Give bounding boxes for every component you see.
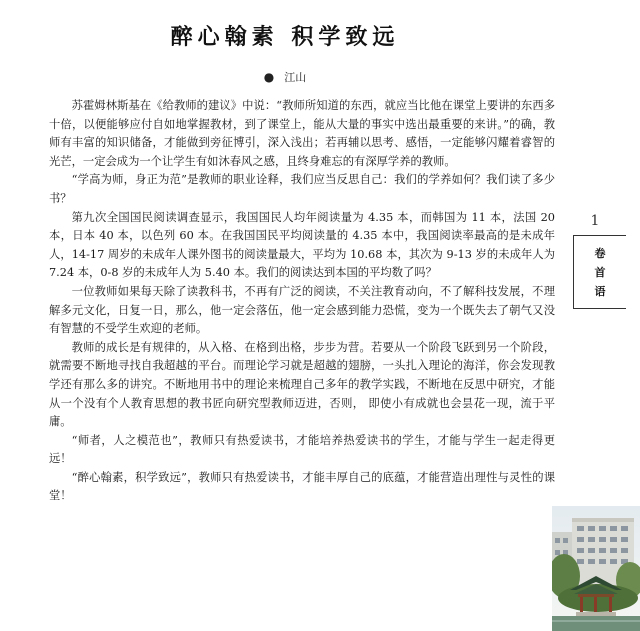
author-bullet-icon: ● bbox=[263, 70, 275, 84]
page-number: 1 bbox=[590, 213, 600, 229]
section-label-char: 语 bbox=[594, 285, 606, 298]
author-line bbox=[0, 69, 570, 85]
paragraph: “学高为师，身正为范”是教师的职业诠释，我们应当反思自己：我们的学养如何？我们读了多少书？ bbox=[49, 173, 555, 205]
section-label-char: 卷 bbox=[594, 247, 606, 260]
section-label bbox=[574, 244, 626, 301]
author-name: 江山 bbox=[284, 71, 307, 84]
campus-photo bbox=[552, 506, 640, 631]
paragraph: 一位教师如果每天除了读教科书，不再有广泛的阅读，不关注教育动向，不了解科技发展，不理解多元文化，日复一日，那么，他一定会落伍，他一定会感到能力恐慌，变为一个既失去了朝气又没有智慧的不受学生欢迎的老师。 bbox=[49, 284, 555, 336]
article-body bbox=[49, 97, 555, 506]
section-label-char: 首 bbox=[594, 266, 606, 279]
section-tab bbox=[573, 235, 626, 309]
paragraph: 第九次全国国民阅读调查显示，我国国民人均年阅读量为 4.35 本，而韩国为 11 本，法国 20 本，日本 40 本，以色列 60 本。在我国国民平均阅读量的 4.35 本中，我国阅读率最高的是未成年人，14-17 周岁的未成年人课外图书的阅读量最大，平均为 10.68 本，其次为 9-13 岁的未成年人为 7.24 本，0-8 岁的未成年人为 5.40 本。我们的阅读达到本国的平均数了吗？ bbox=[49, 210, 555, 280]
paragraph: 教师的成长是有规律的，从入格、在格到出格，步步为营。若要从一个阶段飞跃到另一个阶段，就需要不断地寻找自我超越的平台。而理论学习就是超越的翅膀，一头扎入理论的海洋，你会发现教学还有那么多的讲究。不断地用书中的理论来梳理自己多年的教学实践，不断地在反思中研究，才能从一个没有个人教育思想的教书匠向研究型教师迈进，否则， 即使小有成就也会昙花一现，流于平庸。 bbox=[49, 340, 555, 429]
paragraph: “师者，人之模范也”，教师只有热爱读书，才能培养热爱读书的学生，才能与学生一起走得更远！ bbox=[49, 433, 555, 466]
article-title: 醉心翰素 积学致远 bbox=[170, 24, 400, 50]
paragraph: “醉心翰素，积学致远”，教师只有热爱读书，才能丰厚自己的底蕴，才能营造出理性与灵性的课堂！ bbox=[49, 470, 555, 503]
paragraph: 苏霍姆林斯基在《给教师的建议》中说：“教师所知道的东西，就应当比他在课堂上要讲的东西多十倍，以便能够应付自如地掌握教材，到了课堂上，能从大量的事实中选出最重要的来讲。”的确，教师有丰富的知识储备，才能做到旁征博引，深入浅出；若再辅以思考、感悟，一定能够闪耀着睿智的光芒，一定会成为一个让学生有如沐春风之感，且终身难忘的有深厚学养的教师。 bbox=[49, 99, 555, 168]
